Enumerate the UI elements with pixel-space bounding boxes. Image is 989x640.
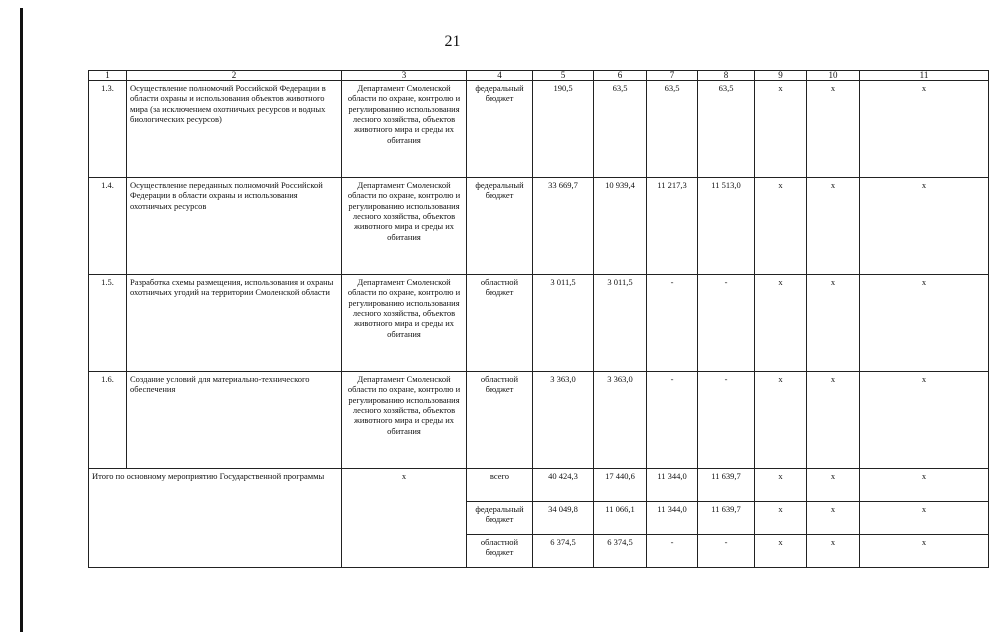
executor-cell: Департамент Смоленской области по охране, контролю и регулированию использования лесного хозяйства, объектов животного мира и среды их обитания [342, 372, 467, 469]
total-row [89, 469, 989, 502]
row-number-cell: 1.3. [89, 81, 127, 178]
table-row [89, 178, 989, 275]
executor-cell: Департамент Смоленской области по охране, контролю и регулированию использования лесного хозяйства, объектов животного мира и среды их обитания [342, 81, 467, 178]
column-number-header: 8 [698, 71, 755, 81]
table-body [89, 71, 989, 568]
value-cell-7: - [647, 275, 698, 372]
value-cell-10: x [807, 535, 860, 568]
value-cell-6: 6 374,5 [594, 535, 647, 568]
value-cell-8: 11 513,0 [698, 178, 755, 275]
value-cell-6: 63,5 [594, 81, 647, 178]
table-row [89, 372, 989, 469]
value-cell-9: x [755, 502, 807, 535]
value-cell-9: x [755, 81, 807, 178]
value-cell-5: 6 374,5 [533, 535, 594, 568]
value-cell-10: x [807, 81, 860, 178]
value-cell-10: x [807, 502, 860, 535]
funding-source-cell: федеральный бюджет [467, 502, 533, 535]
value-cell-5: 34 049,8 [533, 502, 594, 535]
value-cell-11: x [860, 535, 989, 568]
total-label-cell: Итого по основному мероприятию Государственной программы [89, 469, 342, 568]
value-cell-6: 17 440,6 [594, 469, 647, 502]
value-cell-9: x [755, 275, 807, 372]
value-cell-10: x [807, 275, 860, 372]
funding-source-cell: всего [467, 469, 533, 502]
value-cell-5: 3 363,0 [533, 372, 594, 469]
value-cell-8: - [698, 372, 755, 469]
total-executor-cell: x [342, 469, 467, 568]
value-cell-8: - [698, 275, 755, 372]
value-cell-6: 3 011,5 [594, 275, 647, 372]
column-number-header: 4 [467, 71, 533, 81]
value-cell-11: x [860, 275, 989, 372]
column-number-header-row [89, 71, 989, 81]
executor-cell: Департамент Смоленской области по охране, контролю и регулированию использования лесного хозяйства, объектов животного мира и среды их обитания [342, 178, 467, 275]
value-cell-8: - [698, 535, 755, 568]
column-number-header: 1 [89, 71, 127, 81]
row-number-cell: 1.4. [89, 178, 127, 275]
value-cell-11: x [860, 469, 989, 502]
column-number-header: 6 [594, 71, 647, 81]
funding-source-cell: федеральный бюджет [467, 178, 533, 275]
funding-table [88, 70, 989, 568]
funding-source-cell: областной бюджет [467, 275, 533, 372]
value-cell-11: x [860, 178, 989, 275]
page-number: 21 [444, 33, 461, 50]
column-number-header: 7 [647, 71, 698, 81]
value-cell-7: - [647, 535, 698, 568]
executor-cell: Департамент Смоленской области по охране, контролю и регулированию использования лесного хозяйства, объектов животного мира и среды их обитания [342, 275, 467, 372]
value-cell-7: 63,5 [647, 81, 698, 178]
value-cell-7: - [647, 372, 698, 469]
column-number-header: 5 [533, 71, 594, 81]
value-cell-9: x [755, 535, 807, 568]
value-cell-6: 11 066,1 [594, 502, 647, 535]
value-cell-7: 11 344,0 [647, 469, 698, 502]
value-cell-10: x [807, 372, 860, 469]
funding-source-cell: федеральный бюджет [467, 81, 533, 178]
value-cell-9: x [755, 372, 807, 469]
measure-name-cell: Осуществление полномочий Российской Федерации в области охраны и использования объектов животного мира (за исключением охотничьих ресурсов и водных биологических ресурсов) [127, 81, 342, 178]
value-cell-7: 11 344,0 [647, 502, 698, 535]
binding-edge-line [20, 8, 23, 632]
table-row [89, 275, 989, 372]
value-cell-5: 3 011,5 [533, 275, 594, 372]
value-cell-11: x [860, 81, 989, 178]
value-cell-8: 63,5 [698, 81, 755, 178]
funding-source-cell: областной бюджет [467, 535, 533, 568]
measure-name-cell: Разработка схемы размещения, использования и охраны охотничьих угодий на территории Смоленской области [127, 275, 342, 372]
value-cell-6: 3 363,0 [594, 372, 647, 469]
measure-name-cell: Осуществление переданных полномочий Российской Федерации в области охраны и использования охотничьих ресурсов [127, 178, 342, 275]
value-cell-11: x [860, 372, 989, 469]
value-cell-9: x [755, 469, 807, 502]
row-number-cell: 1.5. [89, 275, 127, 372]
column-number-header: 9 [755, 71, 807, 81]
column-number-header: 2 [127, 71, 342, 81]
measure-name-cell: Создание условий для материально-технического обеспечения [127, 372, 342, 469]
value-cell-8: 11 639,7 [698, 469, 755, 502]
row-number-cell: 1.6. [89, 372, 127, 469]
column-number-header: 10 [807, 71, 860, 81]
value-cell-6: 10 939,4 [594, 178, 647, 275]
column-number-header: 11 [860, 71, 989, 81]
value-cell-7: 11 217,3 [647, 178, 698, 275]
value-cell-8: 11 639,7 [698, 502, 755, 535]
column-number-header: 3 [342, 71, 467, 81]
funding-source-cell: областной бюджет [467, 372, 533, 469]
value-cell-10: x [807, 178, 860, 275]
value-cell-11: x [860, 502, 989, 535]
value-cell-5: 40 424,3 [533, 469, 594, 502]
value-cell-10: x [807, 469, 860, 502]
value-cell-5: 190,5 [533, 81, 594, 178]
value-cell-9: x [755, 178, 807, 275]
value-cell-5: 33 669,7 [533, 178, 594, 275]
table-row [89, 81, 989, 178]
